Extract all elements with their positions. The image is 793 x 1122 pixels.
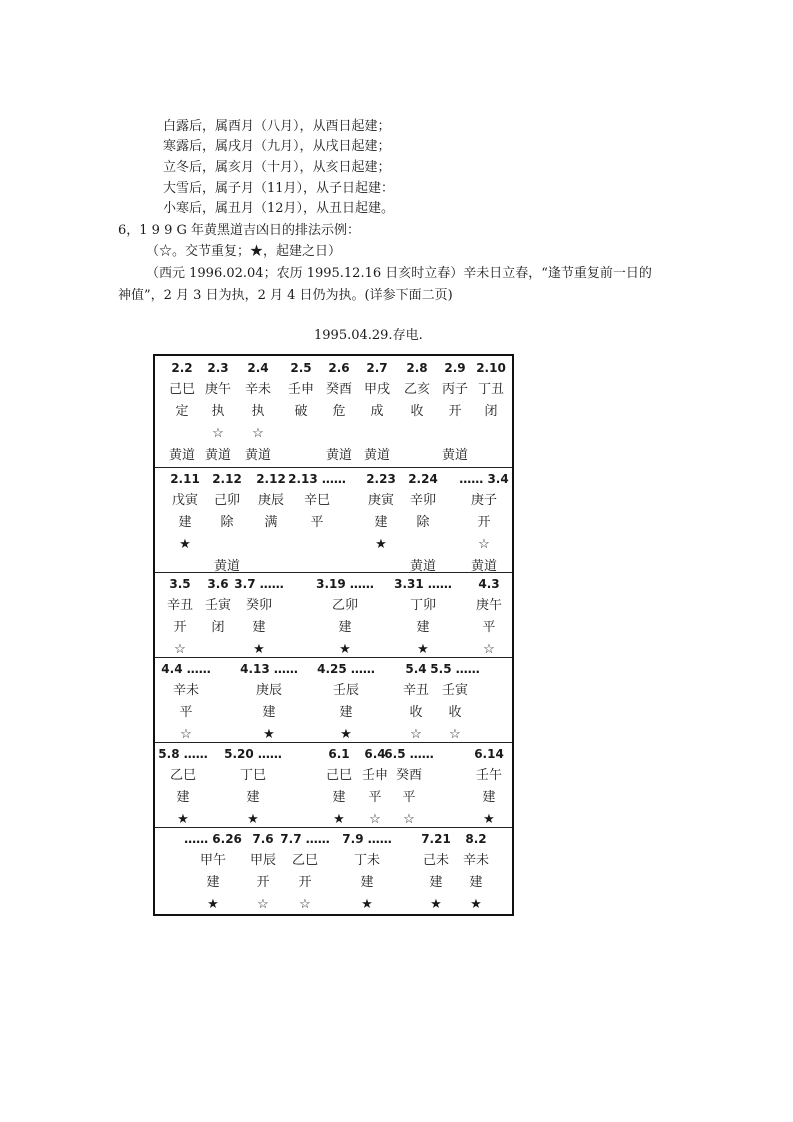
ganzhi-label: 壬辰	[332, 683, 360, 698]
jianchu-label: 执	[211, 404, 225, 419]
mark-label: ★	[207, 897, 219, 912]
date-label: 6.14	[474, 747, 504, 761]
ganzhi-label: 庚子	[470, 493, 498, 508]
date-label: 2.7	[366, 361, 388, 375]
jianchu-label: 建	[206, 875, 220, 890]
jianchu-label: 建	[360, 875, 374, 890]
huangdao-label: 黄道	[470, 559, 498, 574]
jianchu-label: 成	[370, 404, 384, 419]
jianchu-label: 建	[176, 790, 190, 805]
jianchu-label: 开	[256, 875, 270, 890]
date-label: 6.1	[328, 747, 350, 761]
huangdao-label: 黄道	[409, 559, 437, 574]
date-label: 3.6	[207, 577, 229, 591]
jianchu-label: 开	[477, 515, 491, 530]
mark-label: ☆	[369, 812, 381, 827]
date-label: 6.5 ……	[384, 747, 434, 761]
date-label: 8.2	[465, 832, 487, 846]
jianchu-label: 满	[264, 515, 278, 530]
mark-label: ★	[417, 642, 429, 657]
ganzhi-label: 戊寅	[171, 493, 199, 508]
ganzhi-label: 壬申	[361, 768, 389, 783]
jianchu-label: 建	[429, 875, 443, 890]
date-label: 2.4	[247, 361, 269, 375]
jianchu-label: 危	[332, 404, 346, 419]
date-label: 2.12	[212, 472, 242, 486]
jianchu-label: 建	[469, 875, 483, 890]
jianchu-label: 闭	[484, 404, 498, 419]
text-line-1: 白露后，属酉月（八月），从酉日起建；	[163, 119, 391, 134]
ganzhi-label: 丁未	[353, 853, 381, 868]
mark-label: ★	[263, 727, 275, 742]
date-label: 7.9 ……	[342, 832, 392, 846]
ganzhi-label: 甲午	[199, 853, 227, 868]
calendar-table	[153, 354, 514, 916]
date-label: 5.20 ……	[224, 747, 282, 761]
ganzhi-label: 辛未	[172, 683, 200, 698]
jianchu-label: 建	[374, 515, 388, 530]
ganzhi-label: 己未	[422, 853, 450, 868]
ganzhi-label: 己卯	[213, 493, 241, 508]
jianchu-label: 建	[262, 705, 276, 720]
ganzhi-label: 辛丑	[166, 598, 194, 613]
jianchu-label: 平	[482, 620, 496, 635]
ganzhi-label: 己巳	[168, 382, 196, 397]
jianchu-label: 闭	[211, 620, 225, 635]
date-label: 4.4 ……	[161, 662, 211, 676]
mark-label: ☆	[410, 727, 422, 742]
ganzhi-label: 甲戌	[363, 382, 391, 397]
date-label: 7.6	[252, 832, 274, 846]
jianchu-label: 建	[339, 705, 353, 720]
jianchu-label: 除	[416, 515, 430, 530]
mark-label: ☆	[252, 426, 264, 441]
jianchu-label: 平	[310, 515, 324, 530]
row-divider	[155, 572, 512, 573]
ganzhi-label: 庚辰	[257, 493, 285, 508]
jianchu-label: 建	[338, 620, 352, 635]
date-label: 2.3	[207, 361, 229, 375]
date-label: …… 3.4	[459, 472, 509, 486]
jianchu-label: 平	[368, 790, 382, 805]
ganzhi-label: 乙巳	[169, 768, 197, 783]
ganzhi-label: 辛未	[244, 382, 272, 397]
ganzhi-label: 丁巳	[239, 768, 267, 783]
date-label: 5.4	[405, 662, 427, 676]
ganzhi-label: 癸酉	[325, 382, 353, 397]
mark-label: ★	[339, 642, 351, 657]
huangdao-label: 黄道	[168, 448, 196, 463]
date-label: 3.5	[169, 577, 191, 591]
jianchu-label: 建	[416, 620, 430, 635]
jianchu-label: 收	[409, 705, 423, 720]
ganzhi-label: 庚午	[204, 382, 232, 397]
date-label: 5.5 ……	[430, 662, 480, 676]
mark-label: ★	[179, 537, 191, 552]
date-label: 7.7 ……	[280, 832, 330, 846]
jianchu-label: 开	[173, 620, 187, 635]
jianchu-label: 执	[251, 404, 265, 419]
date-label: 2.2	[171, 361, 193, 375]
jianchu-label: 除	[220, 515, 234, 530]
huangdao-label: 黄道	[244, 448, 272, 463]
jianchu-label: 破	[294, 404, 308, 419]
jianchu-label: 建	[246, 790, 260, 805]
date-label: 4.25 ……	[317, 662, 375, 676]
mark-label: ☆	[483, 642, 495, 657]
date-label: 2.9	[444, 361, 466, 375]
date-label: 2.23	[366, 472, 396, 486]
mark-label: ★	[247, 812, 259, 827]
ganzhi-label: 庚辰	[255, 683, 283, 698]
ganzhi-label: 癸酉	[395, 768, 423, 783]
text-line-4: 大雪后，属子月（11月），从子日起建：	[163, 181, 395, 196]
jianchu-label: 开	[298, 875, 312, 890]
huangdao-label: 黄道	[441, 448, 469, 463]
ganzhi-label: 甲辰	[249, 853, 277, 868]
jianchu-label: 收	[448, 705, 462, 720]
mark-label: ★	[340, 727, 352, 742]
mark-label: ☆	[180, 727, 192, 742]
ganzhi-label: 乙卯	[331, 598, 359, 613]
ganzhi-label: 丙子	[441, 382, 469, 397]
mark-label: ★	[483, 812, 495, 827]
ganzhi-label: 壬寅	[204, 598, 232, 613]
mark-label: ☆	[403, 812, 415, 827]
mark-label: ★	[470, 897, 482, 912]
ganzhi-label: 庚午	[475, 598, 503, 613]
ganzhi-label: 辛未	[462, 853, 490, 868]
row-divider	[155, 467, 512, 468]
jianchu-label: 定	[175, 404, 189, 419]
date-label: 2.13 ……	[288, 472, 346, 486]
jianchu-label: 建	[178, 515, 192, 530]
huangdao-label: 黄道	[363, 448, 391, 463]
note-line-1: （西元 1996.02.04；农历 1995.12.16 日亥时立春）辛未日立春，“逢节重复前一日的	[146, 266, 652, 281]
date-label: 5.8 ……	[158, 747, 208, 761]
jianchu-label: 平	[402, 790, 416, 805]
ganzhi-label: 辛卯	[409, 493, 437, 508]
jianchu-label: 平	[179, 705, 193, 720]
text-line-3: 立冬后，属亥月（十月），从亥日起建；	[163, 160, 391, 175]
mark-label: ★	[177, 812, 189, 827]
ganzhi-label: 壬申	[287, 382, 315, 397]
date-label: 2.24	[408, 472, 438, 486]
ganzhi-label: 己巳	[325, 768, 353, 783]
huangdao-label: 黄道	[325, 448, 353, 463]
date-label: 4.13 ……	[240, 662, 298, 676]
jianchu-label: 建	[252, 620, 266, 635]
mark-label: ☆	[174, 642, 186, 657]
date-label: 7.21	[421, 832, 451, 846]
date-label: 2.6	[328, 361, 350, 375]
date-label: 3.19 ……	[316, 577, 374, 591]
jianchu-label: 开	[448, 404, 462, 419]
jianchu-label: 收	[410, 404, 424, 419]
mark-label: ★	[430, 897, 442, 912]
mark-label: ☆	[478, 537, 490, 552]
date-label: 2.12	[256, 472, 286, 486]
mark-label: ★	[253, 642, 265, 657]
date-label: 2.5	[290, 361, 312, 375]
date-label: 3.7 ……	[234, 577, 284, 591]
section-heading: 6，1 9 9 G 年黄黑道吉凶日的排法示例：	[118, 223, 360, 238]
mark-label: ☆	[257, 897, 269, 912]
ganzhi-label: 辛巳	[303, 493, 331, 508]
date-label: 2.11	[170, 472, 200, 486]
ganzhi-label: 乙巳	[291, 853, 319, 868]
ganzhi-label: 庚寅	[367, 493, 395, 508]
ganzhi-label: 辛丑	[402, 683, 430, 698]
huangdao-label: 黄道	[204, 448, 232, 463]
mark-label: ★	[375, 537, 387, 552]
row-divider	[155, 657, 512, 658]
date-label: …… 6.26	[184, 832, 242, 846]
date-label: 2.10	[476, 361, 506, 375]
jianchu-label: 建	[332, 790, 346, 805]
ganzhi-label: 癸卯	[245, 598, 273, 613]
mark-label: ☆	[449, 727, 461, 742]
date-label: 4.3	[478, 577, 500, 591]
caption: 1995.04.29.存电.	[314, 328, 423, 343]
ganzhi-label: 乙亥	[403, 382, 431, 397]
huangdao-label: 黄道	[213, 559, 241, 574]
mark-label: ★	[333, 812, 345, 827]
date-label: 2.8	[406, 361, 428, 375]
mark-label: ☆	[299, 897, 311, 912]
ganzhi-label: 丁卯	[409, 598, 437, 613]
mark-label: ☆	[212, 426, 224, 441]
note-line-2: 神值”，2 月 3 日为执，2 月 4 日仍为执。(详参下面二页)	[118, 288, 453, 303]
text-line-2: 寒露后，属戌月（九月），从戌日起建；	[163, 139, 391, 154]
mark-label: ★	[361, 897, 373, 912]
ganzhi-label: 壬午	[475, 768, 503, 783]
date-label: 6.4	[364, 747, 386, 761]
legend-line: （☆。交节重复；★，起建之日）	[146, 244, 342, 259]
ganzhi-label: 丁丑	[477, 382, 505, 397]
jianchu-label: 建	[482, 790, 496, 805]
ganzhi-label: 壬寅	[441, 683, 469, 698]
text-line-5: 小寒后，属丑月（12月），从丑日起建。	[163, 201, 395, 216]
date-label: 3.31 ……	[394, 577, 452, 591]
